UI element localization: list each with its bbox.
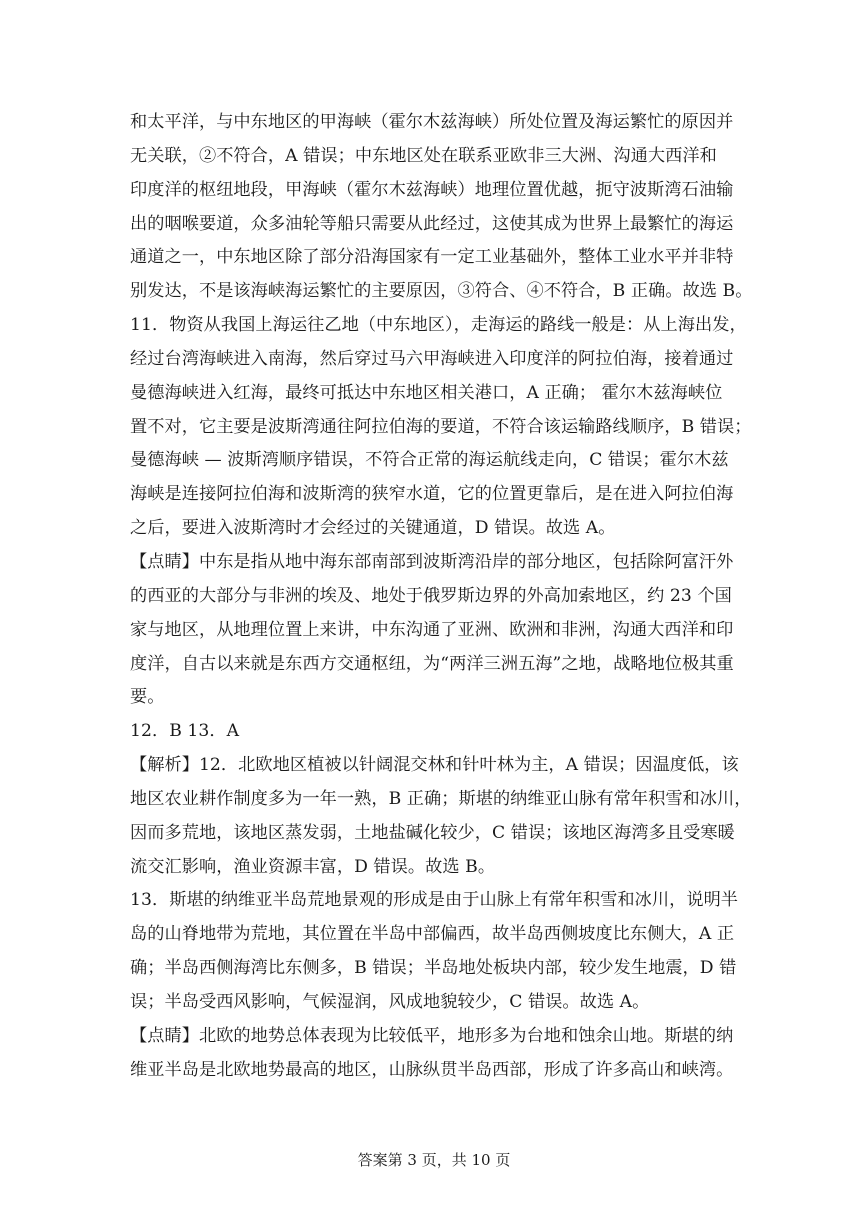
text-line: 经过台湾海峡进入南海，然后穿过马六甲海峡进入印度洋的阿拉伯海，接着通过 [130, 348, 734, 369]
text-line: 出的咽喉要道，众多油轮等船只需要从此经过，这使其成为世界上最繁忙的海运 [130, 213, 734, 234]
text-line: 要。 [130, 687, 165, 708]
text-line: 12．B 13．A [130, 721, 240, 742]
page-footer: 答案第 3 页，共 10 页 [357, 1151, 511, 1169]
text-line: 岛的山脊地带为荒地，其位置在半岛中部偏西，故半岛西侧坡度比东侧大，A 正 [130, 924, 735, 945]
text-line: 的西亚的大部分与非洲的埃及、地处于俄罗斯边界的外高加索地区，约 23 个国 [130, 585, 732, 606]
text-line: 家与地区，从地理位置上来讲，中东沟通了亚洲、欧洲和非洲，沟通大西洋和印 [130, 619, 734, 640]
text-line: 确；半岛西侧海湾比东侧多，B 错误；半岛地处板块内部，较少发生地震，D 错 [130, 958, 737, 979]
text-line: 13．斯堪的纳维亚半岛荒地景观的形成是由于山脉上有常年积雪和冰川，说明半 [130, 890, 739, 911]
text-line: 【点睛】北欧的地势总体表现为比较低平，地形多为台地和蚀余山地。斯堪的纳 [130, 1025, 734, 1046]
text-line: 度洋，自古以来就是东西方交通枢纽，为“两洋三洲五海”之地，战略地位极其重 [130, 653, 734, 674]
text-line: 【点睛】中东是指从地中海东部南部到波斯湾沿岸的部分地区，包括除阿富汗外 [130, 551, 734, 572]
text-line: 通道之一，中东地区除了部分沿海国家有一定工业基础外，整体工业水平并非特 [130, 247, 734, 268]
text-line: 11．物资从我国上海运往乙地（中东地区），走海运的路线一般是：从上海出发， [130, 315, 747, 336]
text-line: 维亚半岛是北欧地势最高的地区，山脉纵贯半岛西部，形成了许多高山和峡湾。 [130, 1059, 734, 1080]
text-line: 之后，要进入波斯湾时才会经过的关键通道，D 错误。故选 A。 [130, 518, 616, 539]
document-body [130, 106, 753, 1087]
text-line: 曼德海峡 — 波斯湾顺序错误，不符合正常的海运航线走向，C 错误；霍尔木兹 [130, 450, 729, 471]
text-line: 【解析】12．北欧地区植被以针阔混交林和针叶林为主，A 错误；因温度低，该 [130, 755, 739, 776]
text-line: 曼德海峡进入红海，最终可抵达中东地区相关港口，A 正确； 霍尔木兹海峡位 [130, 382, 723, 403]
text-line: 因而多荒地，该地区蒸发弱，土地盐碱化较少，C 错误；该地区海湾多且受寒暖 [130, 822, 735, 843]
text-line: 置不对，它主要是波斯湾通往阿拉伯海的要道，不符合该运输路线顺序，B 错误； [130, 416, 752, 437]
text-line: 流交汇影响，渔业资源丰富，D 错误。故选 B。 [130, 856, 496, 877]
text-line: 误；半岛受西风影响，气候湿润，风成地貌较少，C 错误。故选 A。 [130, 991, 650, 1012]
text-line: 海峡是连接阿拉伯海和波斯湾的狭窄水道，它的位置更靠后，是在进入阿拉伯海 [130, 484, 734, 505]
text-line: 别发达，不是该海峡海运繁忙的主要原因，③符合、④不符合，B 正确。故选 B。 [130, 281, 753, 302]
text-line: 地区农业耕作制度多为一年一熟，B 正确；斯堪的纳维亚山脉有常年积雪和冰川， [130, 788, 752, 809]
text-line: 和太平洋，与中东地区的甲海峡（霍尔木兹海峡）所处位置及海运繁忙的原因并 [130, 112, 734, 132]
text-line: 印度洋的枢纽地段，甲海峡（霍尔木兹海峡）地理位置优越，扼守波斯湾石油输 [130, 179, 734, 200]
text-line: 无关联，②不符合，A 错误；中东地区处在联系亚欧非三大洲、沟通大西洋和 [130, 145, 717, 166]
